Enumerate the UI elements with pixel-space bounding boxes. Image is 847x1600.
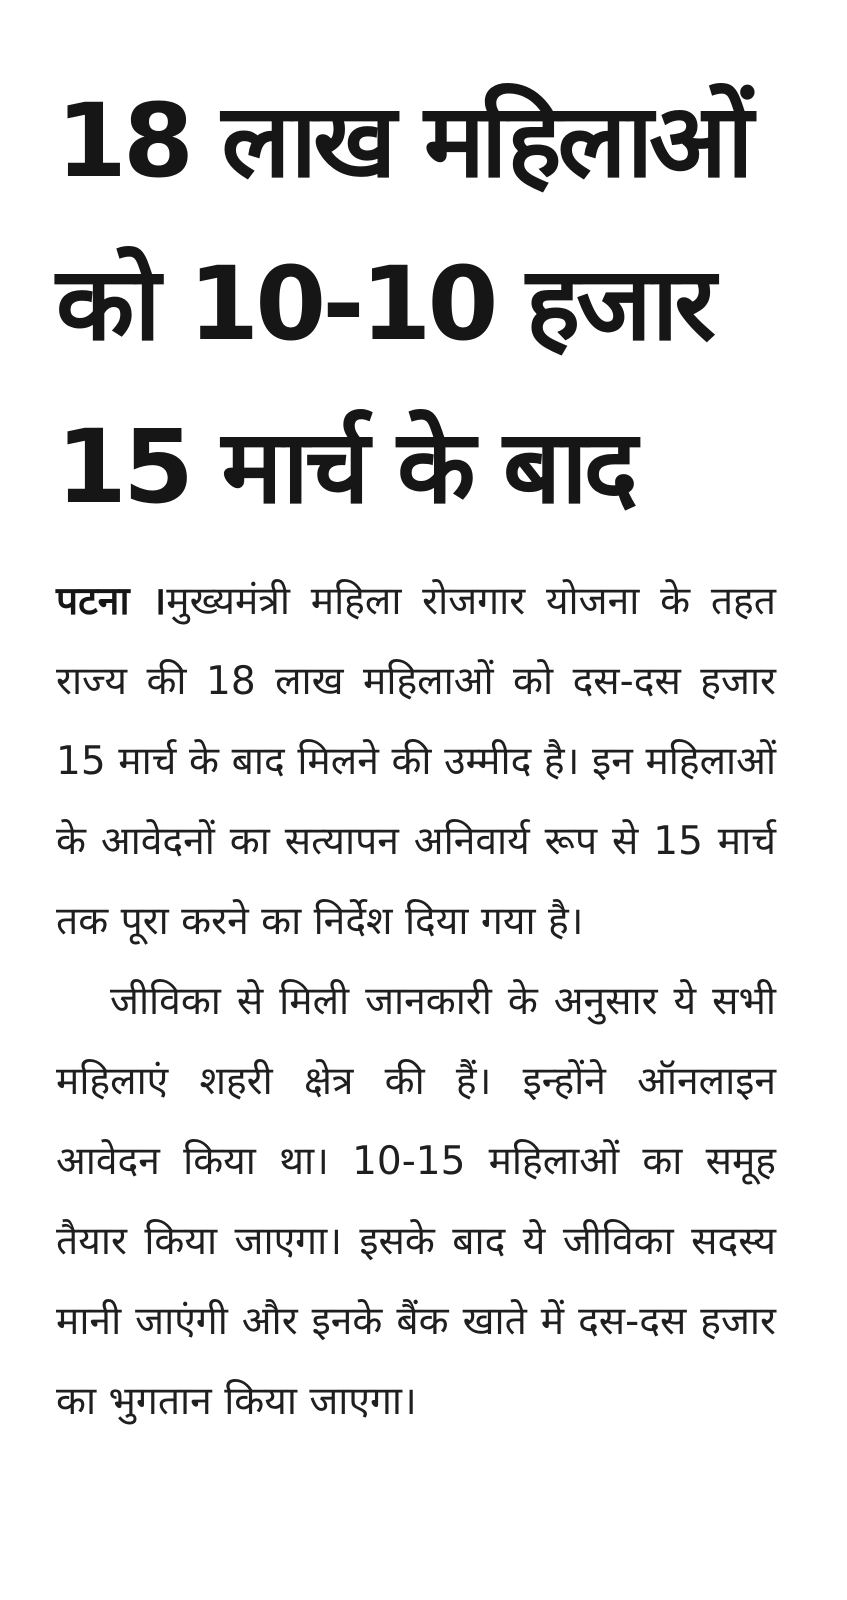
paragraph-1-text: मुख्यमंत्री महिला रोजगार योजना के तहत राज्य की 18 लाख महिलाओं को दस-दस हजार 15 मार्च के बाद मिलने की उम्मीद है। इन महिलाओं के आवेदनों का सत्यापन अनिवार्य रूप से 15 मार्च तक पूरा करने का निर्देश दिया गया है। (56, 579, 776, 944)
article-paragraph-1 (56, 562, 776, 962)
headline (56, 60, 816, 549)
headline-line-3: 15 मार्च के बाद (56, 408, 634, 527)
headline-line-1: 18 लाख महिलाओं (56, 82, 750, 201)
article-body (56, 562, 776, 1442)
headline-line-2: को 10-10 हजार (56, 245, 712, 364)
dateline: पटना । (56, 579, 167, 624)
article-paragraph-2: जीविका से मिली जानकारी के अनुसार ये सभी महिलाएं शहरी क्षेत्र की हैं। इन्होंने ऑनलाइन आवेदन किया था। 10-15 महिलाओं का समूह तैयार किया जाएगा। इसके बाद ये जीविका सदस्य मानी जाएंगी और इनके बैंक खाते में दस-दस हजार का भुगतान किया जाएगा। (56, 979, 776, 1424)
